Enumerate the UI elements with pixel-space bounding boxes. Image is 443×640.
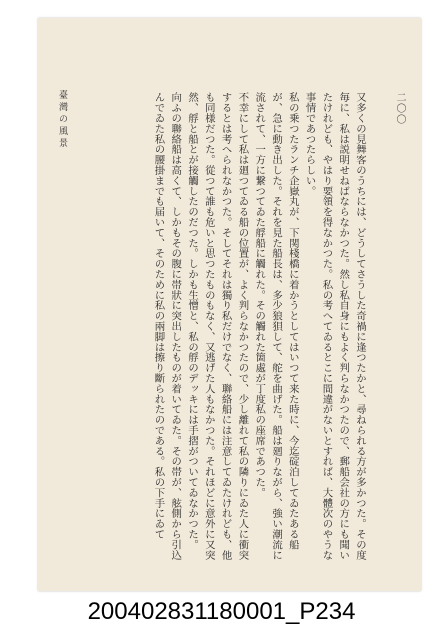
paragraph: 私の乗つたランチ企嶽丸が、下関棧橋に着かうとしてはいつて来た時に、今迄碇泊してゐたある船が、急に動き出した。それを見た船長は、多少狼狽して、舵を曲げた。船は廻りながら、強い潮流に流されて、一方に繋つてゐた艀船に觸れた。その觸れた箇處が丁度私の座席であつた。 — [253, 92, 299, 560]
book-page — [38, 18, 421, 591]
image-caption: 200402831180001_P234 — [87, 598, 356, 625]
paragraph: 不幸にして私は廻つてゐる船の位置が、よく判らなかつたので、少し離れて私の隣りにゐた人に衝突するとは考へられなかつた。そしてそれは獨り私だけでなく、聯絡船には注意してゐたけれども、他も同様だつた。從つて誰も危いと思つたものもなく、又逃げた人もなかつた。それほどに意外に又突然、艀と船とが接觸したのだつた。しかも生憎と、私の艀のデッキには手摺がついてゐなかつた。 — [186, 92, 249, 560]
running-header: 臺灣の風景 — [57, 90, 67, 150]
body-text — [68, 92, 368, 562]
page-number: 二〇〇 — [394, 92, 405, 125]
paragraph: 又多くの見舞客のうちには、どうしてさうした奇禍に逢つたかと、尋ねられる方が多かつた。その度毎に、私は説明せねばならなかつた。然し私自身にもよく判らなかつたので、郵船会社の方にも聞いたけれども、やはり要領を得なかつた。私の考へてゐるとこに間違がないとすれば、大體次のやうな事情であつたらしい。 — [303, 92, 366, 560]
paragraph: 向ふの聯絡船は高くて、しかもその腹に帯狀に突出したものが着いてゐた。その帯が、舷側から引込んでゐた私の腰掛までも届いて、そのために私の兩脚は擦り斷られたのである。私の下手にゐて — [152, 92, 182, 560]
